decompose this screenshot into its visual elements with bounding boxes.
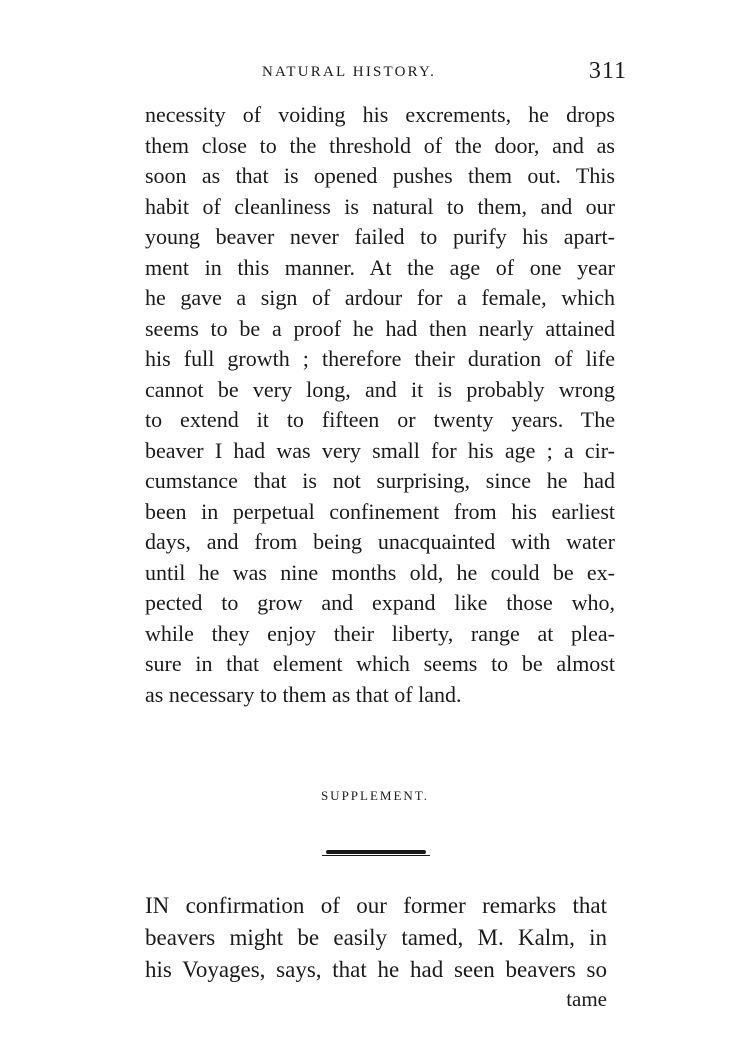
text-line: pected to grow and expand like those who, — [145, 590, 615, 615]
text-line: as necessary to them as that of land. — [145, 681, 462, 707]
text-line: ment in this manner. At the age of one year — [145, 254, 615, 280]
text-line: his full growth ; therefore their duration of life — [145, 346, 615, 371]
text-line: them close to the threshold of the door, and as — [145, 132, 615, 158]
text-line: until he was nine months old, he could be ex- — [145, 559, 615, 585]
catchword: tame — [566, 987, 607, 1011]
text-line: habit of cleanliness is natural to them, and our — [145, 193, 615, 219]
text-line: seems to be a proof he had then nearly attained — [145, 315, 615, 341]
supplement-text — [145, 890, 607, 986]
running-head — [262, 60, 627, 90]
text-line: cumstance that is not surprising, since he had — [145, 468, 615, 493]
text-line: while they enjoy their liberty, range at plea- — [145, 620, 615, 646]
text-line: sure in that element which seems to be almost — [145, 651, 615, 676]
text-line: young beaver never failed to purify his apart- — [145, 224, 615, 249]
text-line: his Voyages, says, that he had seen beavers so — [145, 957, 607, 982]
rule-thick-line — [326, 850, 426, 854]
rule-thin-line — [322, 855, 430, 856]
section-heading: SUPPLEMENT. — [320, 788, 430, 803]
body-text — [145, 100, 615, 710]
text-line: to extend it to fifteen or twenty years. The — [145, 407, 615, 432]
ornamental-rule — [322, 848, 430, 856]
running-title: NATURAL HISTORY. — [262, 64, 437, 80]
text-line: days, and from being unacquainted with water — [145, 529, 615, 554]
text-line: cannot be very long, and it is probably wrong — [145, 376, 615, 402]
text-line: soon as that is opened pushes them out. This — [145, 163, 615, 188]
text-line: IN confirmation of our former remarks that — [145, 893, 607, 918]
text-line: necessity of voiding his excrements, he drops — [145, 102, 615, 127]
text-line: beaver I had was very small for his age ; a cir- — [145, 437, 615, 463]
text-line: he gave a sign of ardour for a female, which — [145, 285, 615, 310]
text-line: beavers might be easily tamed, M. Kalm, in — [145, 925, 607, 950]
page-number: 311 — [588, 58, 627, 84]
text-line: been in perpetual confinement from his earliest — [145, 498, 615, 524]
